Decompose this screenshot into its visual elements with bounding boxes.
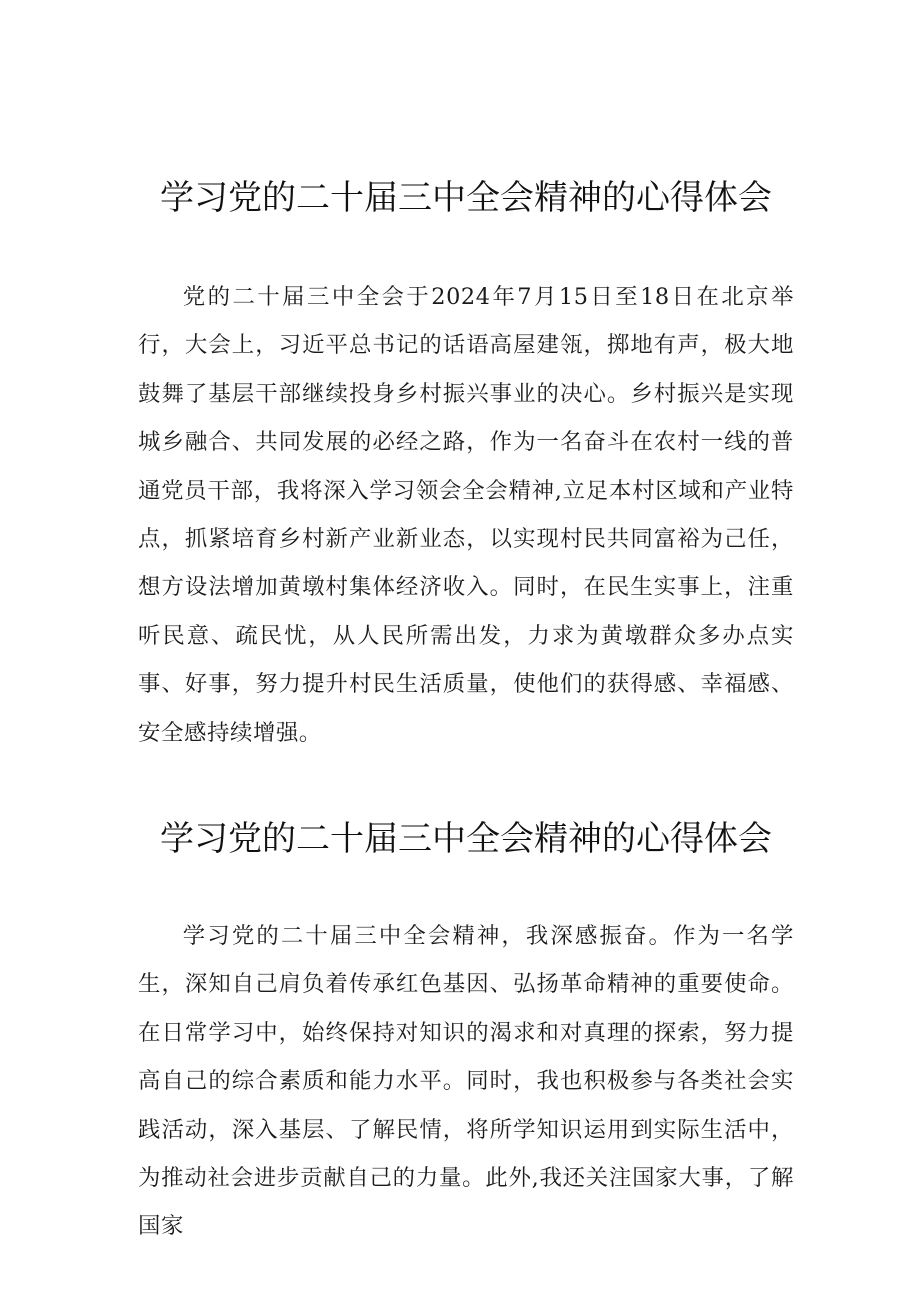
essay-section-1 (138, 172, 794, 757)
essay-paragraph-2: 学习党的二十届三中全会精神，我深感振奋。作为一名学生，深知自己肩负着传承红色基因、弘扬革命精神的重要使命。在日常学习中，始终保持对知识的渴求和对真理的探索，努力提高自己的综合素质和能力水平。同时，我也积极参与各类社会实践活动，深入基层、了解民情，将所学知识运用到实际生活中，为推动社会进步贡献自己的力量。此外,我还关注国家大事，了解国家 (138, 923, 794, 1240)
essay-title-1: 学习党的二十届三中全会精神的心得体会 (160, 178, 772, 218)
essay-section-2 (138, 813, 794, 1251)
essay-title-2: 学习党的二十届三中全会精神的心得体会 (160, 819, 772, 859)
essay-paragraph-1: 党的二十届三中全会于2024年7月15日至18日在北京举行，大会上，习近平总书记的话语高屋建瓴，掷地有声，极大地鼓舞了基层干部继续投身乡村振兴事业的决心。乡村振兴是实现城乡融合、共同发展的必经之路，作为一名奋斗在农村一线的普通党员干部，我将深入学习领会全会精神,立足本村区域和产业特点，抓紧培育乡村新产业新业态，以实现村民共同富裕为己任，想方设法增加黄墩村集体经济收入。同时，在民生实事上，注重听民意、疏民忧，从人民所需出发，力求为黄墩群众多办点实事、好事，努力提升村民生活质量，使他们的获得感、幸福感、安全感持续增强。 (138, 284, 794, 746)
